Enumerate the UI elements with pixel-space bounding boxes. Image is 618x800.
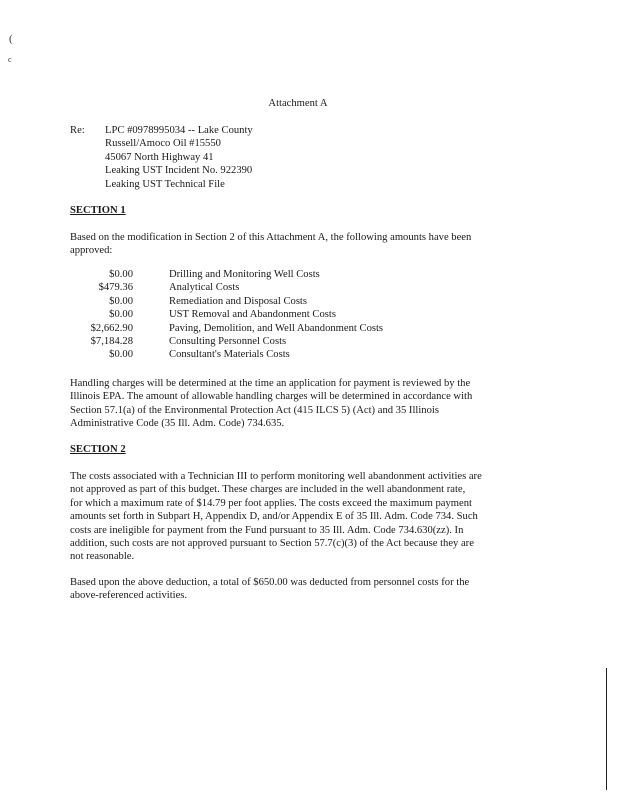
handling-charges-paragraph — [70, 377, 552, 431]
scan-edge-line — [606, 668, 607, 790]
amount-description: UST Removal and Abandonment Costs — [169, 309, 336, 321]
paragraph-line: Handling charges will be determined at the time an application for payment is reviewed by the — [70, 378, 471, 389]
re-line: Russell/Amoco Oil #15550 — [105, 138, 221, 150]
amount-description: Consultant's Materials Costs — [169, 349, 290, 361]
amount-description: Analytical Costs — [169, 282, 240, 294]
paragraph-line: addition, such costs are not approved pursuant to Section 57.7(c)(3) of the Act because they are — [70, 538, 474, 550]
paragraph-line: Administrative Code (35 Ill. Adm. Code) 734.635. — [70, 418, 285, 430]
margin-mark-paren: ( — [9, 33, 13, 45]
paragraph-line: Section 57.1(a) of the Environmental Protection Act (415 ILCS 5) (Act) and 35 Illinois — [70, 404, 439, 416]
amount-value: $0.00 — [109, 269, 133, 280]
amount-description: Consulting Personnel Costs — [169, 335, 287, 347]
re-line: 45067 North Highway 41 — [105, 151, 214, 163]
amount-value: $479.36 — [98, 282, 133, 294]
amount-value: $0.00 — [109, 295, 133, 307]
amount-value: $0.00 — [109, 309, 133, 321]
paragraph-line: not reasonable. — [70, 551, 135, 563]
margin-mark-c: c — [8, 55, 12, 64]
paragraph-line: not approved as part of this budget. These charges are included in the well abandonment rate, — [70, 484, 466, 496]
amounts-table — [70, 268, 570, 362]
amount-row — [70, 348, 570, 361]
re-line: Leaking UST Incident No. 922390 — [105, 165, 253, 177]
amount-row — [70, 335, 570, 348]
paragraph-line: approved: — [70, 245, 113, 257]
re-line: Leaking UST Technical File — [105, 178, 225, 190]
amount-row — [70, 281, 570, 294]
paragraph-line: costs are ineligible for payment from the Fund pursuant to 35 Ill. Adm. Code 734.630(zz). In — [70, 524, 464, 536]
amount-value: $7,184.28 — [90, 335, 133, 347]
section1-intro — [70, 231, 552, 258]
section2-paragraph-1 — [70, 470, 552, 564]
section1-heading: SECTION 1 — [70, 205, 126, 216]
paragraph-line: Based upon the above deduction, a total of $650.00 was deducted from personnel costs for the — [70, 577, 470, 588]
paragraph-line: amounts set forth in Subpart H, Appendix D, and/or Appendix E of 35 Ill. Adm. Code 734. Such — [70, 511, 478, 523]
amount-description: Paving, Demolition, and Well Abandonment Costs — [169, 322, 384, 334]
paragraph-line: above-referenced activities. — [70, 590, 188, 602]
amount-row — [70, 268, 570, 281]
paragraph-line: for which a maximum rate of $14.79 per foot applies. The costs exceed the maximum payment — [70, 497, 472, 509]
re-label: Re: — [70, 125, 85, 136]
amount-row — [70, 322, 570, 335]
re-lines — [105, 124, 253, 191]
paragraph-line: Illinois EPA. The amount of allowable handling charges will be determined in accordance with — [70, 391, 473, 403]
amount-row — [70, 308, 570, 321]
amount-description: Remediation and Disposal Costs — [169, 295, 308, 307]
paragraph-line: The costs associated with a Technician III to perform monitoring well abandonment activities are — [70, 471, 482, 482]
section2-paragraph-2 — [70, 576, 552, 603]
amount-value: $2,662.90 — [90, 322, 133, 334]
amount-value: $0.00 — [109, 349, 133, 361]
amount-description: Drilling and Monitoring Well Costs — [169, 269, 320, 280]
attachment-title: Attachment A — [268, 98, 328, 109]
amount-row — [70, 295, 570, 308]
section2-heading: SECTION 2 — [70, 444, 126, 455]
re-line: LPC #0978995034 -- Lake County — [105, 125, 253, 136]
paragraph-line: Based on the modification in Section 2 of this Attachment A, the following amounts have been — [70, 232, 472, 243]
